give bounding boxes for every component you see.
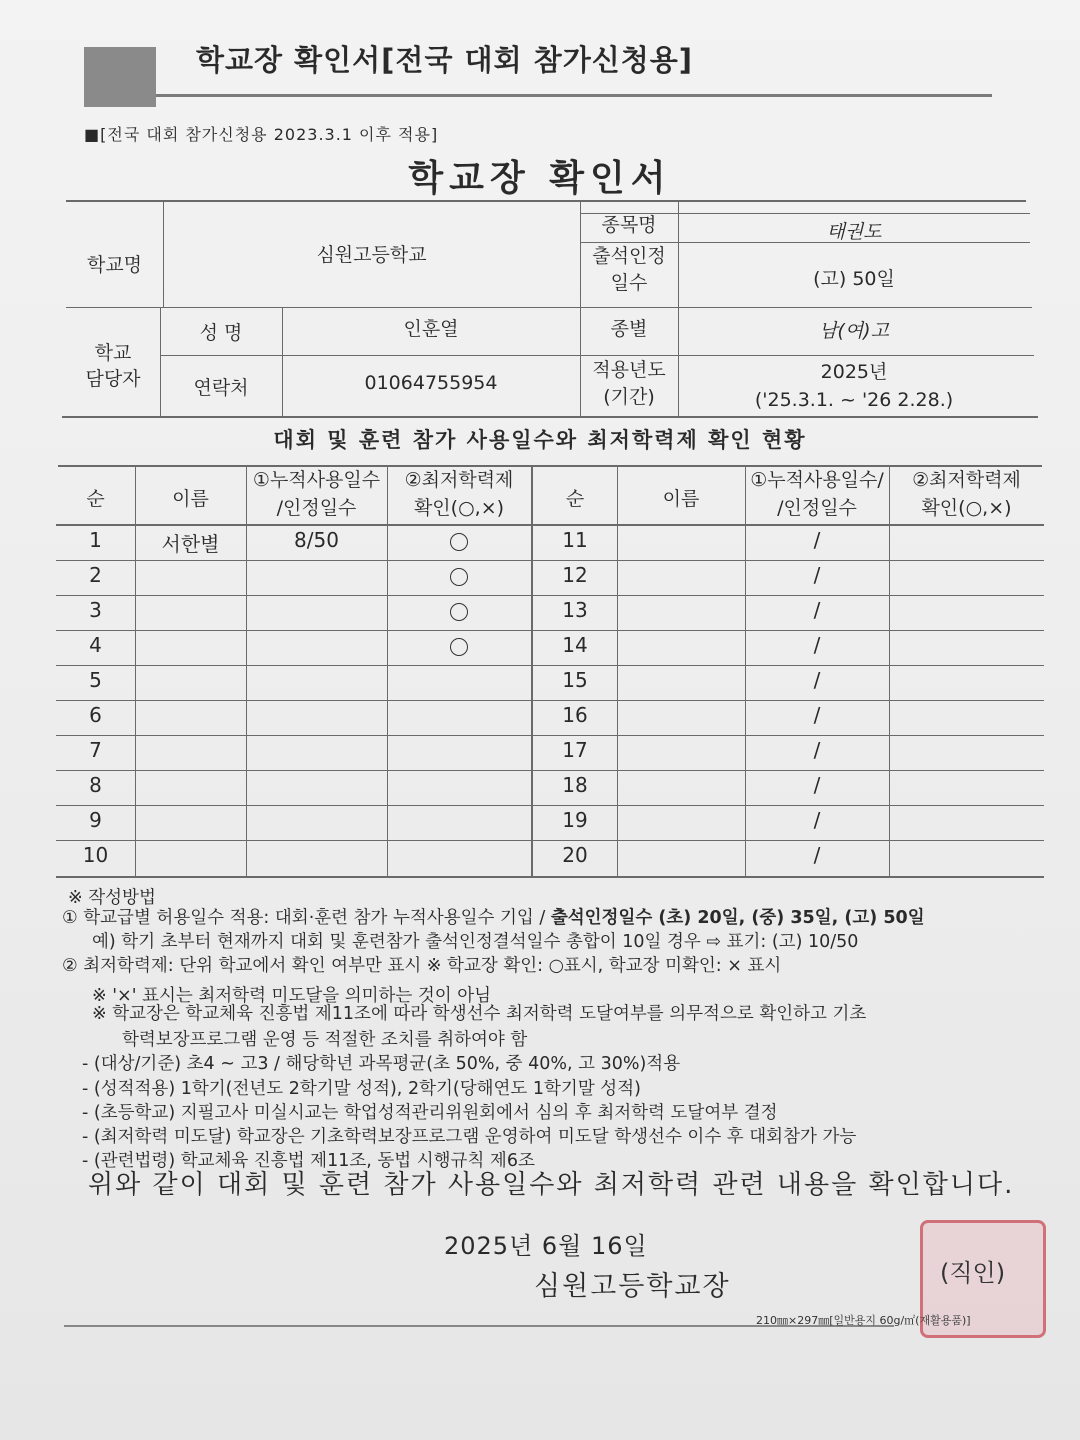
level-label: 종별 (610, 318, 648, 340)
col-header-days-right-line2: /인정일수 (777, 497, 857, 519)
rule-target: - (대상/기준) 초4 ~ 고3 / 해당학년 과목평균(초 50%, 중 40%, 고 30%)적용 (82, 1054, 681, 1074)
contact-person-label (66, 340, 160, 392)
period-label-line2: (기간) (603, 386, 655, 408)
info-rule (66, 200, 1026, 202)
row-number: 17 (562, 738, 588, 762)
sport-value: 태권도 (826, 221, 882, 243)
row-number: 16 (562, 703, 588, 727)
attendance-days-label (580, 243, 678, 297)
status-rule (56, 770, 1044, 771)
used-days: / (813, 703, 821, 727)
used-days: / (813, 528, 821, 552)
used-days: / (813, 738, 821, 762)
header-title: 학교장 확인서[전국 대회 참가신청용] (196, 43, 694, 77)
col-header-name: 이름 (172, 488, 209, 510)
rule-below-minimum: - (최저학력 미도달) 학교장은 기초학력보장프로그램 운영하여 미도달 학생선수 이수 후 대회참가 가능 (82, 1127, 857, 1147)
instruction-1-example: 예) 학기 초부터 현재까지 대회 및 훈련참가 출석인정결석일수 총합이 10일 경우 ⇨ 표기: (고) 10/50 (92, 932, 859, 952)
info-rule (160, 355, 1034, 356)
row-number: 8 (89, 773, 102, 797)
used-days: / (813, 668, 821, 692)
col-header-days-right (745, 466, 889, 522)
minimum-check-cell (387, 598, 531, 622)
col-header-minimum (387, 466, 531, 522)
header-gray-block (84, 47, 156, 107)
contact-value: 01064755954 (364, 372, 498, 394)
name-label: 성 명 (199, 322, 243, 344)
row-number: 10 (82, 843, 109, 867)
row-number: 2 (89, 563, 102, 587)
contact-label: 연락처 (193, 377, 249, 399)
row-number: 13 (562, 598, 588, 622)
col-header-name-right: 이름 (662, 488, 700, 510)
period-label (580, 357, 678, 411)
attendance-days-label-line1: 출석인정 (592, 245, 666, 267)
row-number: 19 (562, 808, 588, 832)
used-days: / (813, 598, 821, 622)
status-col (889, 466, 890, 877)
info-rule (66, 307, 1032, 308)
rule-related-law: - (관련법령) 학교체육 진흥법 제11조, 동법 시행규칙 제6조 (82, 1151, 535, 1171)
used-days: / (813, 843, 821, 867)
status-rule (56, 595, 1044, 596)
attendance-days-value: (고) 50일 (813, 268, 895, 290)
col-header-minimum-right (889, 466, 1044, 522)
header-rule (156, 94, 992, 97)
used-days: / (813, 808, 821, 832)
info-rule (62, 416, 1038, 418)
document-title: 학교장 확인서 (408, 158, 672, 199)
col-header-days-line2: /인정일수 (276, 497, 357, 519)
row-number: 12 (562, 563, 588, 587)
status-rule (56, 840, 1044, 841)
instruction-2-note-b: ※ 학교장은 학교체육 진흥법 제11조에 따라 학생선수 최저학력 도달여부를 의무적으로 확인하고 기초 (92, 1004, 867, 1024)
row-number: 3 (89, 598, 102, 622)
contact-person-label-line1: 학교 (94, 342, 132, 364)
status-section-title: 대회 및 훈련 참가 사용일수와 최저학력제 확인 현황 (273, 428, 807, 452)
instruction-1 (62, 904, 925, 929)
rule-elementary: - (초등학교) 지필고사 미실시교는 학업성적관리위원회에서 심의 후 최저학력 도달여부 결정 (82, 1103, 778, 1123)
circle-mark-icon (450, 533, 468, 551)
period-value (678, 358, 1030, 414)
used-days: / (813, 773, 821, 797)
instruction-2-note-a: ※ '×' 표시는 최저학력 미도달을 의미하는 것이 아님 (92, 986, 492, 1006)
col-header-no: 순 (86, 488, 105, 510)
row-number: 4 (89, 633, 102, 657)
row-number: 6 (89, 703, 102, 727)
school-name-label: 학교명 (86, 254, 143, 276)
minimum-check-cell (387, 563, 531, 587)
athlete-name: 서한별 (161, 532, 220, 556)
issue-date: 2025년 6월 16일 (444, 1232, 648, 1260)
row-number: 7 (89, 738, 102, 762)
row-number: 18 (562, 773, 588, 797)
instruction-2-note-b2: 학력보장프로그램 운영 등 적절한 조치를 취하여야 함 (122, 1030, 528, 1050)
col-header-days (246, 466, 387, 522)
period-value-year: 2025년 (820, 361, 888, 383)
seal-label: (직인) (940, 1259, 1006, 1287)
col-header-minimum-right-line1: ②최저학력제 (912, 469, 1021, 491)
instruction-1-text: ① 학교급별 허용일수 적용: 대회·훈련 참가 누적사용일수 기입 / (62, 908, 546, 928)
principal-signature: 심원고등학교장 (534, 1271, 731, 1302)
rule-grades: - (성적적용) 1학기(전년도 2학기말 성적), 2학기(당해연도 1학기말 성적) (82, 1079, 641, 1099)
col-header-days-right-line1: ①누적사용일수/ (750, 469, 884, 491)
sport-label: 종목명 (601, 214, 657, 236)
col-header-minimum-right-line2: 확인(○,×) (921, 497, 1012, 519)
name-value: 인훈열 (403, 318, 459, 340)
status-rule (56, 805, 1044, 806)
col-header-no-right: 순 (565, 488, 585, 510)
status-rule (56, 700, 1044, 701)
circle-mark-icon (450, 638, 468, 656)
period-label-line1: 적용년도 (592, 359, 666, 381)
contact-person-label-line2: 담당자 (85, 368, 141, 390)
circle-mark-icon (450, 568, 468, 586)
status-rule (56, 665, 1044, 666)
confirmation-statement: 위와 같이 대회 및 훈련 참가 사용일수와 최저학력 관련 내용을 확인합니다. (88, 1170, 1015, 1200)
status-rule (56, 524, 1044, 526)
instructions-title: ※ 작성방법 (68, 888, 156, 908)
level-value: 남(여)고 (819, 320, 889, 342)
minimum-check-cell (387, 633, 531, 657)
col-header-minimum-line1: ②최저학력제 (404, 469, 514, 491)
period-value-range: ('25.3.1. ~ '26 2.28.) (754, 389, 954, 411)
minimum-check-cell (387, 528, 531, 552)
status-rule (56, 735, 1044, 736)
row-number: 5 (89, 668, 102, 692)
school-name-value: 심원고등학교 (316, 244, 427, 266)
row-number: 9 (89, 808, 102, 832)
attendance-days-label-line2: 일수 (610, 272, 648, 294)
row-number: 20 (562, 843, 588, 867)
instruction-2: ② 최저학력제: 단위 학교에서 확인 여부만 표시 ※ 학교장 확인: ○표시, 학교장 미확인: × 표시 (62, 956, 782, 976)
status-rule (56, 876, 1044, 878)
row-number: 14 (562, 633, 588, 657)
row-number: 15 (562, 668, 588, 692)
row-number: 1 (89, 528, 102, 552)
col-header-minimum-line2: 확인(○,×) (413, 497, 505, 519)
usage-label: ■[전국 대회 참가신청용 2023.3.1 이후 적용] (84, 125, 439, 144)
circle-mark-icon (450, 603, 468, 621)
row-number: 11 (562, 528, 588, 552)
status-rule (56, 560, 1044, 561)
instruction-1-bold: 출석인정일수 (초) 20일, (중) 35일, (고) 50일 (550, 908, 925, 928)
status-col (617, 466, 618, 877)
used-days: 8/50 (294, 528, 339, 552)
paper-spec: 210㎜×297㎜[일반용지 60g/㎡(재활용품)] (756, 1314, 971, 1327)
used-days: / (813, 633, 821, 657)
status-rule (56, 630, 1044, 631)
used-days: / (813, 563, 821, 587)
col-header-days-line1: ①누적사용일수 (252, 469, 381, 491)
